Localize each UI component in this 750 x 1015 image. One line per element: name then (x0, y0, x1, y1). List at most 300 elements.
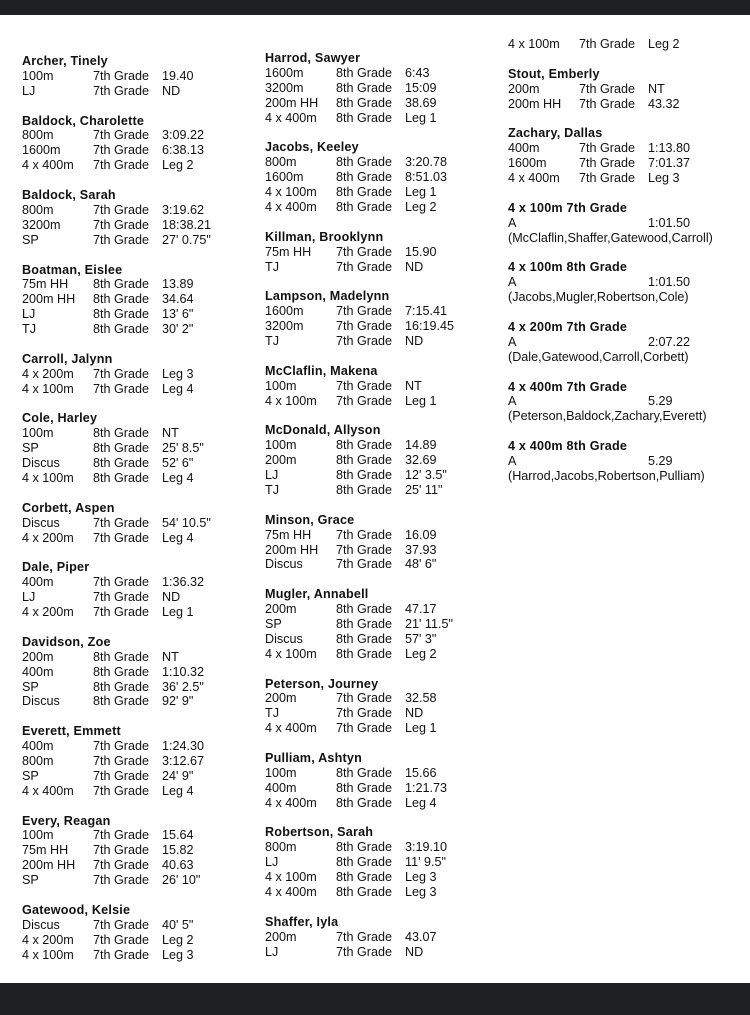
grade-label: 7th Grade (93, 590, 150, 605)
event-name: 4 x 400m (265, 110, 317, 125)
athlete-entry (265, 230, 454, 275)
result-row (22, 531, 211, 546)
grade-label: 7th Grade (579, 81, 636, 96)
grade-label: 8th Grade (93, 649, 150, 664)
event-name: 4 x 400m (265, 199, 317, 214)
athlete-entry (22, 814, 211, 888)
event-name: 4 x 400m (22, 783, 74, 798)
result-mark: 32.58 (405, 691, 437, 706)
result-mark: 37.93 (405, 542, 437, 557)
athlete-entry (22, 54, 211, 99)
result-row (22, 873, 211, 888)
result-mark: 26' 10" (162, 873, 201, 888)
result-row (265, 319, 454, 334)
event-name: 100m (22, 426, 54, 441)
result-mark: 30' 2" (162, 322, 194, 337)
result-row (508, 82, 713, 97)
grade-label: 8th Grade (93, 679, 150, 694)
event-name: 200m (265, 929, 297, 944)
result-row (265, 245, 454, 260)
athlete-name: Minson, Grace (265, 512, 355, 527)
result-row (265, 304, 454, 319)
event-name: 200m HH (22, 292, 76, 307)
result-mark: 8:51.03 (405, 170, 448, 185)
result-row (22, 739, 211, 754)
event-name: 200m HH (265, 542, 319, 557)
result-mark: 11' 9.5" (405, 855, 446, 870)
result-row (265, 706, 454, 721)
grade-label: 7th Grade (93, 68, 150, 83)
results-column-3 (508, 37, 713, 499)
relay-entry (508, 439, 713, 484)
grade-label: 8th Grade (336, 80, 393, 95)
result-mark: Leg 2 (162, 158, 194, 173)
event-name: LJ (265, 855, 279, 870)
relay-squad-row (508, 454, 713, 469)
grade-label: 8th Grade (336, 453, 393, 468)
grade-label: 8th Grade (336, 95, 393, 110)
event-name: Discus (22, 456, 60, 471)
grade-label: 7th Grade (336, 393, 393, 408)
relay-entry (508, 201, 713, 246)
grade-label: 8th Grade (336, 855, 393, 870)
relay-squad: A (508, 394, 517, 409)
result-mark: 14.89 (405, 438, 437, 453)
result-mark: NT (405, 378, 422, 393)
athlete-name: Boatman, Eislee (22, 262, 123, 277)
result-row (22, 843, 211, 858)
grade-label: 7th Grade (336, 333, 393, 348)
event-name: 75m HH (22, 277, 69, 292)
event-name: 3200m (265, 80, 304, 95)
grade-label: 7th Grade (336, 691, 393, 706)
grade-label: 7th Grade (93, 515, 150, 530)
result-row (265, 617, 454, 632)
result-row (265, 855, 454, 870)
result-row (265, 483, 454, 498)
event-name: 75m HH (22, 843, 69, 858)
result-mark: 3:19.62 (162, 202, 205, 217)
event-name: 800m (265, 155, 297, 170)
result-mark: 15:09 (405, 80, 437, 95)
athlete-name: Davidson, Zoe (22, 634, 111, 649)
event-name: SP (265, 616, 282, 631)
result-row (265, 111, 454, 126)
grade-label: 8th Grade (336, 780, 393, 795)
result-mark: 1:24.30 (162, 739, 205, 754)
grade-label: 7th Grade (93, 947, 150, 962)
relay-squad: A (508, 454, 517, 469)
event-name: 200m (265, 602, 297, 617)
grade-label: 7th Grade (93, 202, 150, 217)
result-row (265, 155, 454, 170)
grade-label: 7th Grade (93, 575, 150, 590)
event-name: Discus (265, 557, 303, 572)
athlete-name: Shaffer, Iyla (265, 914, 339, 929)
result-row (265, 543, 454, 558)
result-mark: Leg 3 (405, 870, 437, 885)
athlete-name: Mugler, Annabell (265, 587, 369, 602)
event-name: 200m (265, 453, 297, 468)
event-name: 400m (22, 575, 54, 590)
event-name: 4 x 100m (265, 185, 317, 200)
grade-label: 8th Grade (336, 170, 393, 185)
event-name: 4 x 400m (265, 795, 317, 810)
relay-members: (Peterson,Baldock,Zachary,Everett) (508, 409, 707, 424)
athlete-name: Jacobs, Keeley (265, 140, 359, 155)
event-name: 800m (22, 128, 54, 143)
event-name: Discus (22, 694, 60, 709)
result-row (22, 233, 211, 248)
result-row (265, 602, 454, 617)
result-mark: 34.64 (162, 292, 194, 307)
athlete-name: Stout, Emberly (508, 66, 600, 81)
grade-label: 7th Grade (93, 366, 150, 381)
grade-label: 7th Grade (93, 381, 150, 396)
result-row (22, 858, 211, 873)
relay-entry (508, 260, 713, 305)
relay-squad-row (508, 216, 713, 231)
result-row (22, 769, 211, 784)
event-name: 400m (265, 780, 297, 795)
athlete-entry (265, 140, 454, 214)
result-mark: Leg 2 (162, 932, 194, 947)
event-name: 4 x 100m (22, 381, 74, 396)
result-mark: Leg 2 (648, 37, 680, 51)
result-mark: Leg 4 (162, 471, 194, 486)
athlete-name: McClaflin, Makena (265, 363, 378, 378)
result-row (22, 918, 211, 933)
result-row (265, 81, 454, 96)
result-row (265, 66, 454, 81)
athlete-name: Dale, Piper (22, 560, 90, 575)
result-mark: 27' 0.75" (162, 232, 211, 247)
grade-label: 8th Grade (336, 765, 393, 780)
result-mark: 54' 10.5" (162, 515, 211, 530)
event-name: 400m (22, 739, 54, 754)
result-mark: Leg 1 (162, 605, 194, 620)
athlete-name: Harrod, Sawyer (265, 51, 361, 65)
relay-title: 4 x 200m 7th Grade (508, 319, 628, 334)
event-name: 3200m (265, 319, 304, 334)
result-row (22, 784, 211, 799)
result-row (22, 456, 211, 471)
event-name: 4 x 100m (508, 37, 560, 51)
athlete-entry (22, 501, 211, 546)
event-name: LJ (22, 307, 36, 322)
relay-members: (Dale,Gatewood,Carroll,Corbett) (508, 349, 689, 364)
result-mark: Leg 4 (162, 530, 194, 545)
result-row (22, 84, 211, 99)
event-name: 4 x 400m (265, 885, 317, 900)
event-name: SP (22, 768, 39, 783)
result-mark: 40' 5" (162, 917, 194, 932)
relay-time: 1:01.50 (648, 275, 691, 290)
result-row (265, 528, 454, 543)
result-mark: 13.89 (162, 277, 194, 292)
grade-label: 7th Grade (93, 828, 150, 843)
relay-title: 4 x 400m 7th Grade (508, 379, 628, 394)
result-mark: 1:13.80 (648, 141, 691, 156)
grade-label: 7th Grade (93, 605, 150, 620)
result-row (22, 933, 211, 948)
event-name: 200m HH (508, 96, 562, 111)
result-row (265, 185, 454, 200)
grade-label: 8th Grade (93, 456, 150, 471)
result-mark: Leg 3 (405, 885, 437, 900)
event-name: Discus (265, 631, 303, 646)
relay-members: (Harrod,Jacobs,Robertson,Pulliam) (508, 468, 705, 483)
event-name: 100m (22, 828, 54, 843)
result-row (265, 453, 454, 468)
result-mark: 24' 9" (162, 768, 194, 783)
grade-label: 7th Grade (579, 96, 636, 111)
athlete-entry (22, 411, 211, 485)
athlete-name: Robertson, Sarah (265, 825, 374, 840)
event-name: 4 x 100m (265, 393, 317, 408)
grade-label: 7th Grade (336, 378, 393, 393)
result-row (265, 468, 454, 483)
grade-label: 8th Grade (336, 438, 393, 453)
event-name: TJ (265, 482, 279, 497)
grade-label: 8th Grade (93, 322, 150, 337)
relay-entry (508, 380, 713, 425)
result-row (22, 948, 211, 963)
grade-label: 7th Grade (93, 158, 150, 173)
grade-label: 7th Grade (93, 873, 150, 888)
grade-label: 7th Grade (579, 141, 636, 156)
grade-label: 8th Grade (336, 155, 393, 170)
relay-squad: A (508, 215, 517, 230)
result-row (265, 394, 454, 409)
grade-label: 8th Grade (336, 482, 393, 497)
grade-label: 8th Grade (336, 885, 393, 900)
grade-label: 8th Grade (336, 795, 393, 810)
event-name: 100m (265, 378, 297, 393)
result-mark: ND (162, 590, 181, 605)
relay-title: 4 x 100m 8th Grade (508, 260, 628, 275)
result-mark: 13' 6" (162, 307, 194, 322)
result-mark: Leg 1 (405, 721, 437, 736)
grade-label: 7th Grade (336, 542, 393, 557)
event-name: LJ (22, 83, 36, 98)
event-name: 1600m (508, 156, 547, 171)
event-name: 200m (22, 649, 54, 664)
event-name: SP (22, 873, 39, 888)
event-name: 100m (22, 68, 54, 83)
result-mark: 7:15.41 (405, 304, 448, 319)
result-mark: Leg 4 (405, 795, 437, 810)
result-mark: 40.63 (162, 858, 194, 873)
result-row (22, 292, 211, 307)
event-name: 75m HH (265, 527, 312, 542)
event-name: 200m (508, 81, 540, 96)
relay-members: (McClaflin,Shaffer,Gatewood,Carroll) (508, 230, 713, 245)
result-mark: Leg 1 (405, 393, 437, 408)
event-name: 4 x 100m (265, 870, 317, 885)
event-name: 4 x 400m (265, 721, 317, 736)
grade-label: 7th Grade (336, 706, 393, 721)
relay-squad-row (508, 394, 713, 409)
relay-time: 5.29 (648, 394, 673, 409)
athlete-name: Peterson, Journey (265, 676, 379, 691)
athlete-entry (265, 825, 454, 899)
result-mark: Leg 2 (405, 646, 437, 661)
result-mark: 52' 6" (162, 456, 194, 471)
result-row (265, 721, 454, 736)
athlete-entry (265, 364, 454, 409)
grade-label: 8th Grade (336, 631, 393, 646)
event-name: TJ (22, 322, 36, 337)
event-name: 4 x 200m (22, 932, 74, 947)
result-row (265, 334, 454, 349)
result-mark: 15.90 (405, 244, 437, 259)
grade-label: 7th Grade (93, 217, 150, 232)
grade-label: 7th Grade (93, 932, 150, 947)
result-mark: 1:36.32 (162, 575, 205, 590)
relay-entry (508, 320, 713, 365)
result-row (508, 37, 713, 52)
athlete-entry (265, 51, 454, 125)
result-row (265, 766, 454, 781)
result-mark: 1:21.73 (405, 780, 448, 795)
event-name: 400m (508, 141, 540, 156)
grade-label: 7th Grade (579, 156, 636, 171)
grade-label: 7th Grade (336, 304, 393, 319)
grade-label: 7th Grade (336, 527, 393, 542)
result-row (22, 277, 211, 292)
grade-label: 7th Grade (336, 944, 393, 959)
result-mark: NT (162, 649, 179, 664)
result-row (22, 575, 211, 590)
relay-time: 1:01.50 (648, 215, 691, 230)
result-row (265, 379, 454, 394)
result-mark: 15.64 (162, 828, 194, 843)
result-row (265, 438, 454, 453)
athlete-entry (508, 126, 713, 186)
result-row (22, 680, 211, 695)
result-mark: NT (162, 426, 179, 441)
result-row (22, 203, 211, 218)
grade-label: 8th Grade (93, 441, 150, 456)
athlete-entry (265, 423, 454, 497)
event-name: 4 x 200m (22, 605, 74, 620)
event-name: TJ (265, 259, 279, 274)
result-mark: 48' 6" (405, 557, 437, 572)
grade-label: 8th Grade (336, 65, 393, 80)
result-mark: 92' 9" (162, 694, 194, 709)
top-bar (0, 0, 750, 15)
result-mark: 25' 11" (405, 482, 443, 497)
result-mark: 32.69 (405, 453, 437, 468)
result-mark: 38.69 (405, 95, 437, 110)
result-mark: NT (648, 81, 665, 96)
result-mark: 25' 8.5" (162, 441, 204, 456)
result-row (22, 158, 211, 173)
grade-label: 7th Grade (93, 917, 150, 932)
event-name: LJ (265, 944, 279, 959)
grade-label: 8th Grade (93, 307, 150, 322)
event-name: TJ (265, 333, 279, 348)
grade-label: 8th Grade (336, 602, 393, 617)
result-row (265, 840, 454, 855)
result-mark: ND (405, 944, 424, 959)
event-name: 200m HH (22, 858, 76, 873)
event-name: 1600m (22, 143, 61, 158)
event-name: SP (22, 232, 39, 247)
athlete-entry (508, 67, 713, 112)
relay-title: 4 x 100m 7th Grade (508, 200, 628, 215)
result-mark: 19.40 (162, 68, 194, 83)
athlete-name: Cole, Harley (22, 411, 98, 426)
athlete-entry (22, 560, 211, 620)
grade-label: 8th Grade (336, 199, 393, 214)
result-row (265, 170, 454, 185)
result-mark: 3:20.78 (405, 155, 448, 170)
result-row (265, 870, 454, 885)
relay-members: (Jacobs,Mugler,Robertson,Cole) (508, 290, 689, 305)
result-mark: Leg 1 (405, 185, 437, 200)
relay-time: 2:07.22 (648, 334, 691, 349)
relay-title: 4 x 400m 8th Grade (508, 439, 628, 454)
event-name: 1600m (265, 304, 304, 319)
athlete-entry (265, 915, 454, 960)
athlete-name: Archer, Tinely (22, 54, 108, 68)
result-row (508, 156, 713, 171)
grade-label: 7th Grade (579, 171, 636, 186)
grade-label: 7th Grade (93, 530, 150, 545)
athlete-name: Every, Reagan (22, 813, 111, 828)
athlete-name: Killman, Brooklynn (265, 229, 384, 244)
event-name: 1600m (265, 170, 304, 185)
result-row (508, 171, 713, 186)
grade-label: 7th Grade (93, 843, 150, 858)
event-name: TJ (265, 706, 279, 721)
result-row (22, 218, 211, 233)
result-mark: ND (405, 259, 424, 274)
result-row (22, 322, 211, 337)
event-name: 400m (22, 664, 54, 679)
result-row (22, 382, 211, 397)
event-name: 4 x 400m (508, 171, 560, 186)
result-row (265, 200, 454, 215)
athlete-entry (265, 677, 454, 737)
result-mark: 15.82 (162, 843, 194, 858)
result-mark: 3:12.67 (162, 754, 205, 769)
result-row (265, 647, 454, 662)
relay-squad: A (508, 334, 517, 349)
athlete-entry (265, 513, 454, 573)
result-row (22, 828, 211, 843)
event-name: Discus (22, 515, 60, 530)
result-row (265, 691, 454, 706)
grade-label: 7th Grade (93, 754, 150, 769)
athlete-name: Carroll, Jalynn (22, 351, 113, 366)
relay-time: 5.29 (648, 454, 673, 469)
result-row (22, 694, 211, 709)
athlete-entry (22, 724, 211, 798)
result-row (22, 367, 211, 382)
event-name: 75m HH (265, 244, 312, 259)
bottom-bar (0, 983, 750, 1015)
event-name: 4 x 200m (22, 366, 74, 381)
athlete-entry (22, 903, 211, 963)
result-mark: 36' 2.5" (162, 679, 204, 694)
athlete-entry (22, 263, 211, 337)
result-mark: 43.32 (648, 96, 680, 111)
result-mark: 18:38.21 (162, 217, 212, 232)
athlete-name: Lampson, Madelynn (265, 289, 390, 304)
